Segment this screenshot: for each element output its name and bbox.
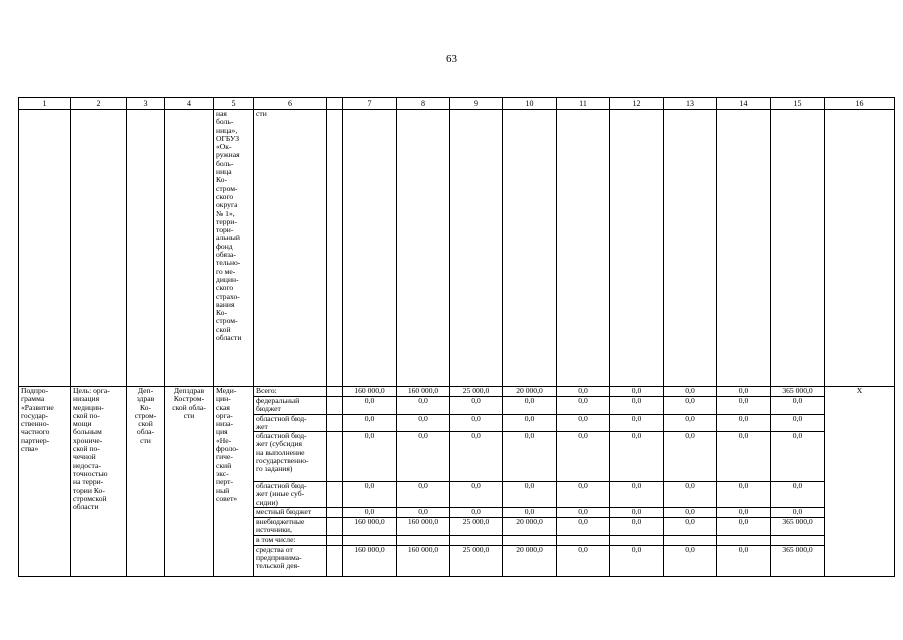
value-cell: 0,0 [610,414,664,432]
value-cell [503,535,557,545]
value-cell: 25 000,0 [450,545,503,576]
value-cell [450,535,503,545]
value-cell: 0,0 [450,414,503,432]
value-cell: 0,0 [557,414,610,432]
coexecutor-cell: Депздрав Костром- ской обла- сти [165,387,214,577]
header-cell: 16 [825,98,895,110]
header-cell [327,98,343,110]
value-cell: 0,0 [450,397,503,415]
value-cell: 160 000,0 [343,518,397,536]
funding-source-label: средства от предпринима- тельской дея- [254,545,327,576]
header-cell: 3 [127,98,165,110]
value-cell: 0,0 [717,545,771,576]
empty-cell [327,432,343,482]
cell [717,110,771,387]
value-cell: 0,0 [343,482,397,508]
value-cell: 0,0 [664,545,717,576]
value-cell: 0,0 [503,414,557,432]
value-cell [771,535,825,545]
value-cell: 0,0 [503,508,557,518]
empty-cell [327,397,343,415]
value-cell: 0,0 [557,397,610,415]
value-cell [397,535,450,545]
value-cell [717,535,771,545]
value-cell: 0,0 [610,508,664,518]
value-cell: 25 000,0 [450,387,503,397]
value-cell: 0,0 [343,432,397,482]
value-cell: 0,0 [557,432,610,482]
value-cell: 0,0 [343,414,397,432]
empty-cell [327,482,343,508]
empty-cell [327,387,343,397]
header-cell: 13 [664,98,717,110]
value-cell: 0,0 [717,432,771,482]
cell [664,110,717,387]
value-cell: 0,0 [450,432,503,482]
value-cell: 0,0 [610,545,664,576]
funding-source-label: областной бюд- жет (иные суб- сидии) [254,482,327,508]
funding-source-label: федеральный бюджет [254,397,327,415]
value-cell: 0,0 [664,508,717,518]
continuation-row [19,110,895,387]
value-cell: 0,0 [771,414,825,432]
value-cell: 0,0 [717,414,771,432]
empty-cell [327,545,343,576]
value-cell: 20 000,0 [503,387,557,397]
funding-source-label: местный бюджет [254,508,327,518]
value-cell: 0,0 [557,387,610,397]
value-cell: 0,0 [397,432,450,482]
value-cell: 0,0 [503,482,557,508]
value-cell: 0,0 [610,518,664,536]
value-cell: 20 000,0 [503,518,557,536]
value-cell: 0,0 [771,482,825,508]
funding-source-label: внебюджетные источники, [254,518,327,536]
value-cell [664,535,717,545]
executor-cell: Меди- цин- ская орга- низа- ция «Не- фроло- гиче- ский экс- перт- ный совет» [214,387,254,577]
funding-source-label: областной бюд- жет (субсидия на выполнение государственно- го задания) [254,432,327,482]
header-row [19,98,895,110]
value-cell: 160 000,0 [397,545,450,576]
cell [397,110,450,387]
header-cell: 10 [503,98,557,110]
value-cell: 0,0 [610,387,664,397]
responsible-cell: Деп- здрав Ко- стром- ской обла- сти [127,387,165,577]
value-cell: 0,0 [610,482,664,508]
header-cell: 12 [610,98,664,110]
header-cell: 1 [19,98,71,110]
header-cell: 7 [343,98,397,110]
cell [165,110,214,387]
value-cell: 20 000,0 [503,545,557,576]
value-cell: 0,0 [717,508,771,518]
value-cell: 0,0 [397,414,450,432]
value-cell: 0,0 [717,518,771,536]
value-cell: 0,0 [397,482,450,508]
funding-source-label: областной бюд- жет [254,414,327,432]
cell [557,110,610,387]
cell [71,110,127,387]
cell [450,110,503,387]
cell [327,110,343,387]
header-cell: 8 [397,98,450,110]
empty-cell [327,518,343,536]
value-cell: 25 000,0 [450,518,503,536]
value-cell: 365 000,0 [771,387,825,397]
value-cell: 0,0 [557,545,610,576]
value-cell: 0,0 [450,482,503,508]
subprogram-cell: Подпро- грамма «Развитие государ- ственно- частного партнер- ства» [19,387,71,577]
cell [610,110,664,387]
header-cell: 6 [254,98,327,110]
value-cell: 0,0 [771,432,825,482]
cell [825,110,895,387]
value-cell: 0,0 [664,482,717,508]
value-cell: 0,0 [664,518,717,536]
empty-cell [327,414,343,432]
value-cell: 160 000,0 [343,545,397,576]
header-cell: 2 [71,98,127,110]
table-row [19,387,895,397]
value-cell: 0,0 [771,397,825,415]
value-cell: 0,0 [664,397,717,415]
value-cell: 0,0 [450,508,503,518]
value-cell: 365 000,0 [771,518,825,536]
header-cell: 5 [214,98,254,110]
cell [127,110,165,387]
executor-cell: ная боль- ница», ОГБУЗ «Ок- ружная боль- ница Ко- стром- ского округа № 1», терри- тори- альный фонд обяза- тельно- го ме- дицин- ского страхо- вания Ко- стром- ской области [214,110,254,387]
goal-cell: Цель: орга- низация медицин- ской по- мощи больным хрониче- ской по- чечной недоста- точностью на терри- тории Ко- стромской области [71,387,127,577]
note-cell: Х [825,387,895,577]
value-cell: 0,0 [717,482,771,508]
value-cell: 0,0 [397,508,450,518]
header-cell: 4 [165,98,214,110]
value-cell [610,535,664,545]
value-cell: 0,0 [503,397,557,415]
value-cell: 160 000,0 [343,387,397,397]
cell [19,110,71,387]
value-cell: 0,0 [771,508,825,518]
funding-source-label: в том числе: [254,535,327,545]
value-cell: 0,0 [343,508,397,518]
value-cell: 365 000,0 [771,545,825,576]
page-number: 63 [446,53,457,65]
value-cell [557,535,610,545]
value-cell: 160 000,0 [397,518,450,536]
value-cell: 0,0 [557,482,610,508]
value-cell: 0,0 [610,432,664,482]
value-cell: 0,0 [343,397,397,415]
empty-cell [327,535,343,545]
value-cell: 0,0 [717,387,771,397]
header-cell: 14 [717,98,771,110]
value-cell: 0,0 [503,432,557,482]
header-cell: 9 [450,98,503,110]
empty-cell [327,508,343,518]
value-cell: 0,0 [610,397,664,415]
cell [771,110,825,387]
source-cell: сти [254,110,327,387]
value-cell: 160 000,0 [397,387,450,397]
value-cell: 0,0 [717,397,771,415]
value-cell: 0,0 [557,508,610,518]
value-cell [343,535,397,545]
budget-table [18,97,895,577]
value-cell: 0,0 [397,397,450,415]
cell [343,110,397,387]
value-cell: 0,0 [664,432,717,482]
value-cell: 0,0 [664,414,717,432]
value-cell: 0,0 [557,518,610,536]
funding-source-label: Всего: [254,387,327,397]
header-cell: 15 [771,98,825,110]
cell [503,110,557,387]
header-cell: 11 [557,98,610,110]
value-cell: 0,0 [664,387,717,397]
